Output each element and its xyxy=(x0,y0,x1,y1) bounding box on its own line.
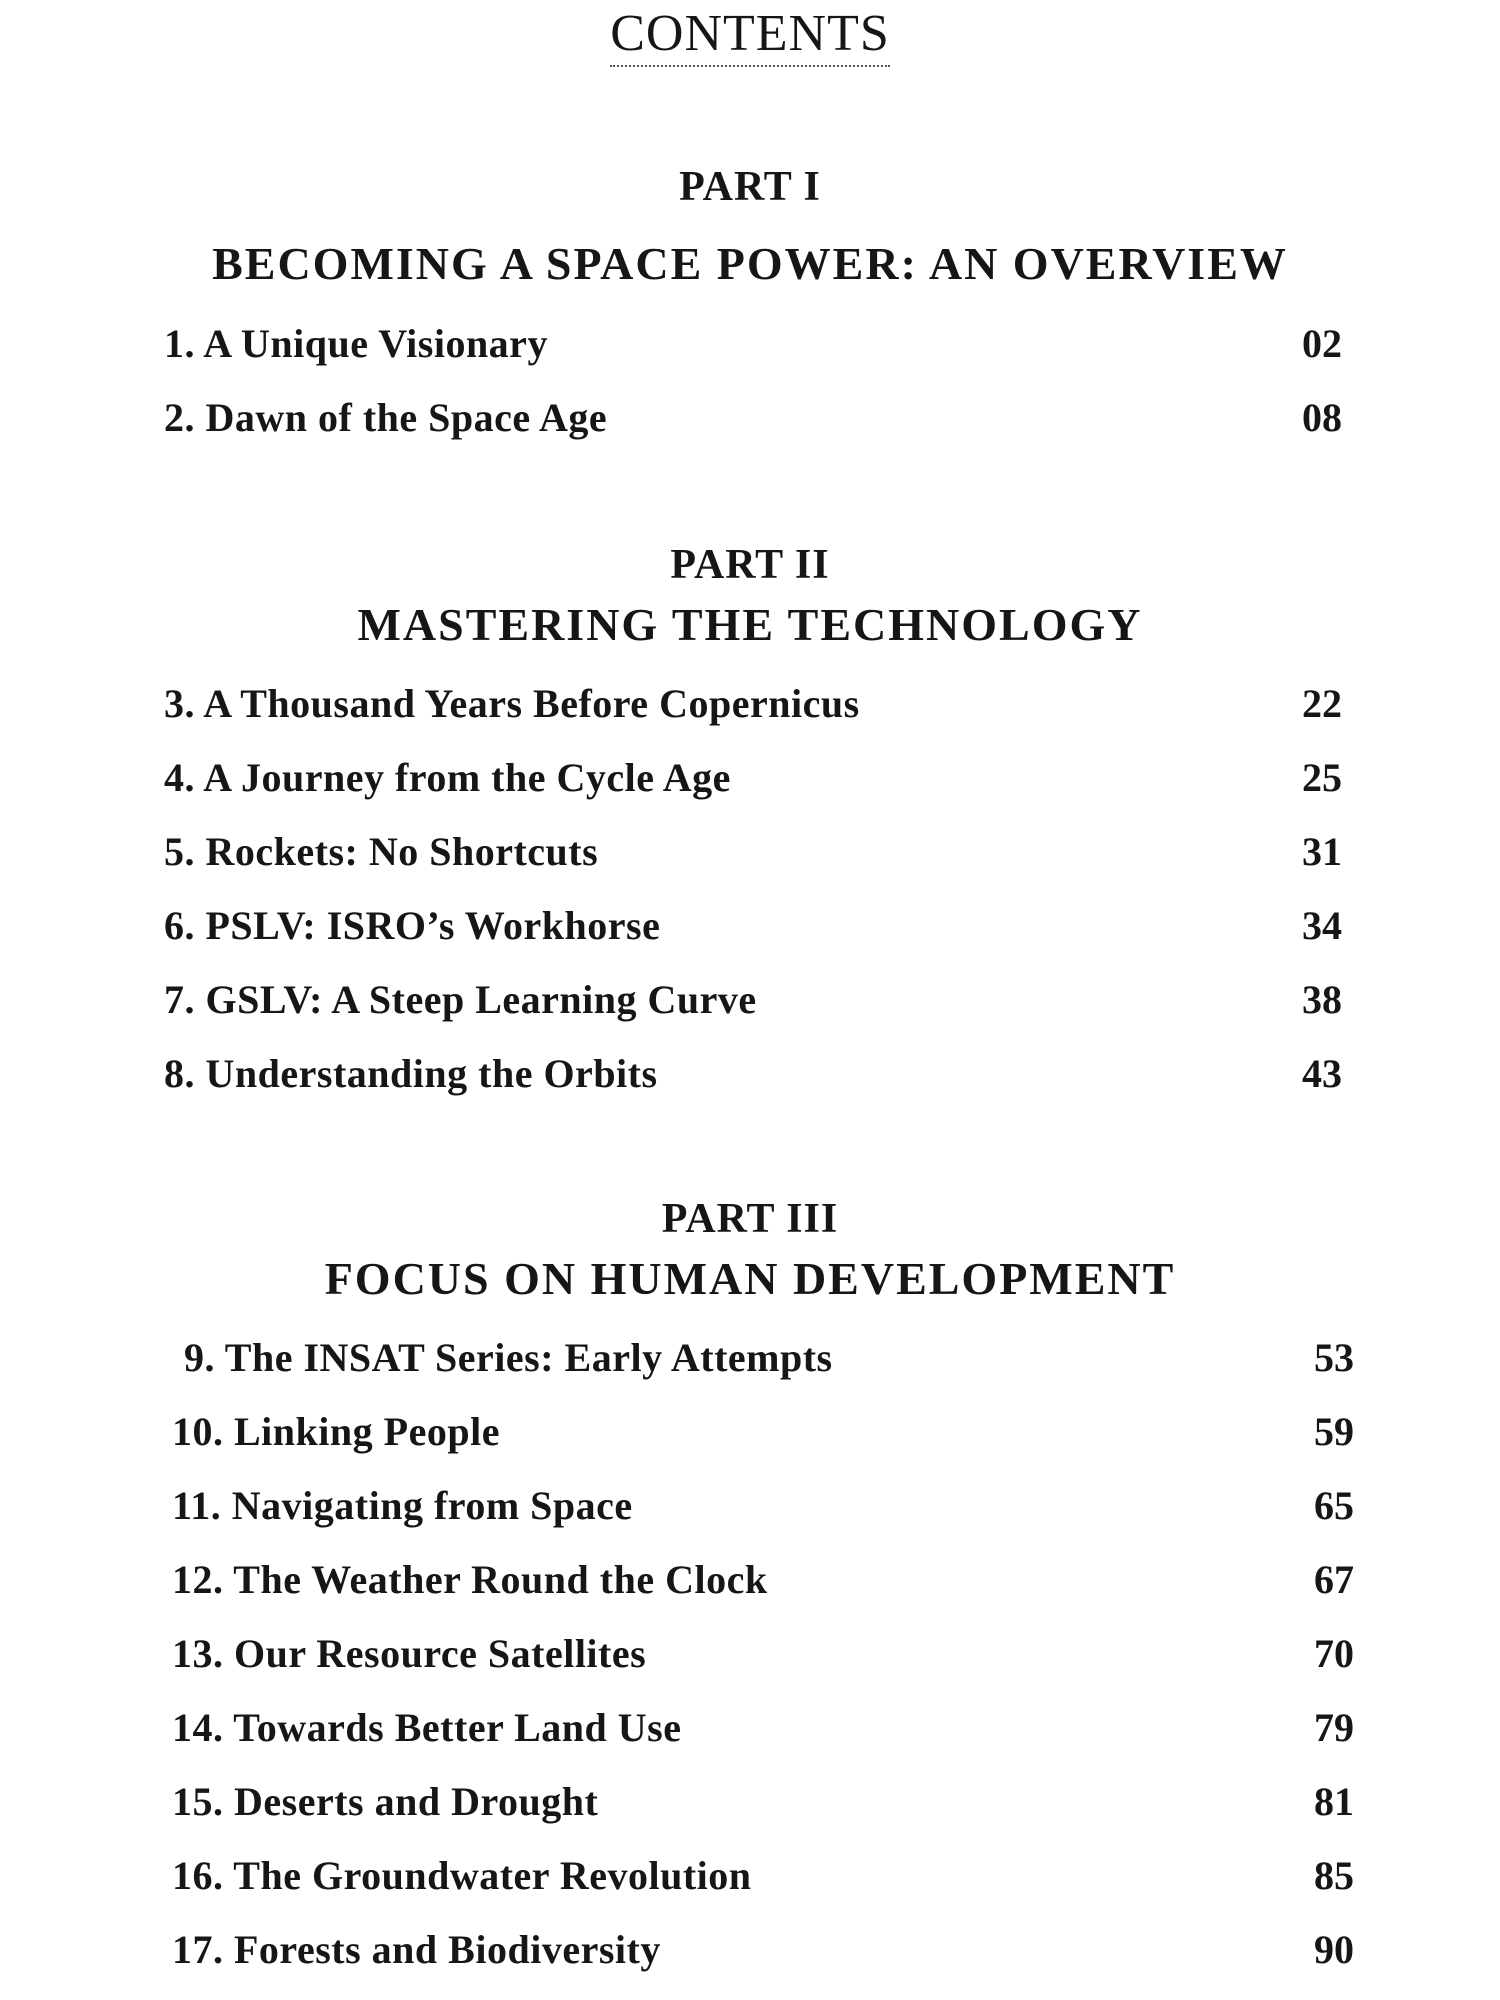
toc-entry-page: 08 xyxy=(1302,395,1342,440)
toc-entry-page: 65 xyxy=(1314,1483,1354,1528)
toc-entry[interactable] xyxy=(164,898,1342,954)
part-3-title: FOCUS ON HUMAN DEVELOPMENT xyxy=(324,1253,1176,1304)
toc-entry-title: 7. GSLV: A Steep Learning Curve xyxy=(164,977,757,1022)
toc-entry-title: 4. A Journey from the Cycle Age xyxy=(164,755,731,800)
part-1-title: BECOMING A SPACE POWER: AN OVERVIEW xyxy=(212,238,1288,289)
toc-entry[interactable] xyxy=(172,1922,1354,1978)
toc-entry-page: 22 xyxy=(1302,681,1342,726)
toc-entry-page: 70 xyxy=(1314,1631,1354,1676)
toc-entry[interactable] xyxy=(172,1478,1354,1534)
toc-entry-title: 13. Our Resource Satellites xyxy=(172,1631,647,1676)
toc-entry[interactable] xyxy=(172,1848,1354,1904)
toc-entry-title: 1. A Unique Visionary xyxy=(164,321,548,366)
toc-entry-title: 6. PSLV: ISRO’s Workhorse xyxy=(164,903,661,948)
toc-entry-page: 59 xyxy=(1314,1409,1354,1454)
toc-entry[interactable] xyxy=(172,1700,1354,1756)
toc-entry-title: 9. The INSAT Series: Early Attempts xyxy=(184,1335,833,1380)
toc-entry[interactable] xyxy=(172,1552,1354,1608)
toc-entry-title: 10. Linking People xyxy=(172,1409,500,1454)
part-2-label: PART II xyxy=(670,542,830,588)
toc-entry[interactable] xyxy=(164,972,1342,1028)
toc-entry[interactable] xyxy=(164,390,1342,446)
toc-entry[interactable] xyxy=(164,1046,1342,1102)
toc-entry-page: 02 xyxy=(1302,321,1342,366)
toc-entry[interactable] xyxy=(164,750,1342,806)
toc-entry-title: 8. Understanding the Orbits xyxy=(164,1051,658,1096)
toc-entry[interactable] xyxy=(172,1774,1354,1830)
toc-entry[interactable] xyxy=(164,676,1342,732)
toc-entry-page: 81 xyxy=(1314,1779,1354,1824)
toc-entry-title: 2. Dawn of the Space Age xyxy=(164,395,608,440)
toc-entry-page: 38 xyxy=(1302,977,1342,1022)
toc-entry-page: 25 xyxy=(1302,755,1342,800)
toc-entry[interactable] xyxy=(172,1330,1354,1386)
page-title xyxy=(0,4,1500,67)
toc-entry-title: 5. Rockets: No Shortcuts xyxy=(164,829,599,874)
toc-entry-title: 3. A Thousand Years Before Copernicus xyxy=(164,681,860,726)
part-3-label: PART III xyxy=(661,1196,839,1242)
toc-entry-page: 34 xyxy=(1302,903,1342,948)
toc-entry-title: 12. The Weather Round the Clock xyxy=(172,1557,768,1602)
toc-entry-title: 14. Towards Better Land Use xyxy=(172,1705,682,1750)
toc-entry[interactable] xyxy=(164,316,1342,372)
toc-entry-page: 85 xyxy=(1314,1853,1354,1898)
toc-entry-page: 53 xyxy=(1314,1335,1354,1380)
toc-entry-title: 17. Forests and Biodiversity xyxy=(172,1927,661,1972)
toc-entry-page: 43 xyxy=(1302,1051,1342,1096)
page-title-text: CONTENTS xyxy=(610,5,890,67)
toc-entry-page: 79 xyxy=(1314,1705,1354,1750)
toc-entry[interactable] xyxy=(172,1626,1354,1682)
part-1-label: PART I xyxy=(679,164,821,210)
toc-entry-title: 11. Navigating from Space xyxy=(172,1483,633,1528)
toc-entry-title: 16. The Groundwater Revolution xyxy=(172,1853,752,1898)
toc-entry-page: 31 xyxy=(1302,829,1342,874)
part-2-title: MASTERING THE TECHNOLOGY xyxy=(357,599,1143,650)
toc-entry-page: 90 xyxy=(1314,1927,1354,1972)
toc-entry-title: 15. Deserts and Drought xyxy=(172,1779,599,1824)
toc-entry[interactable] xyxy=(172,1404,1354,1460)
toc-entry[interactable] xyxy=(164,824,1342,880)
toc-entry-page: 67 xyxy=(1314,1557,1354,1602)
